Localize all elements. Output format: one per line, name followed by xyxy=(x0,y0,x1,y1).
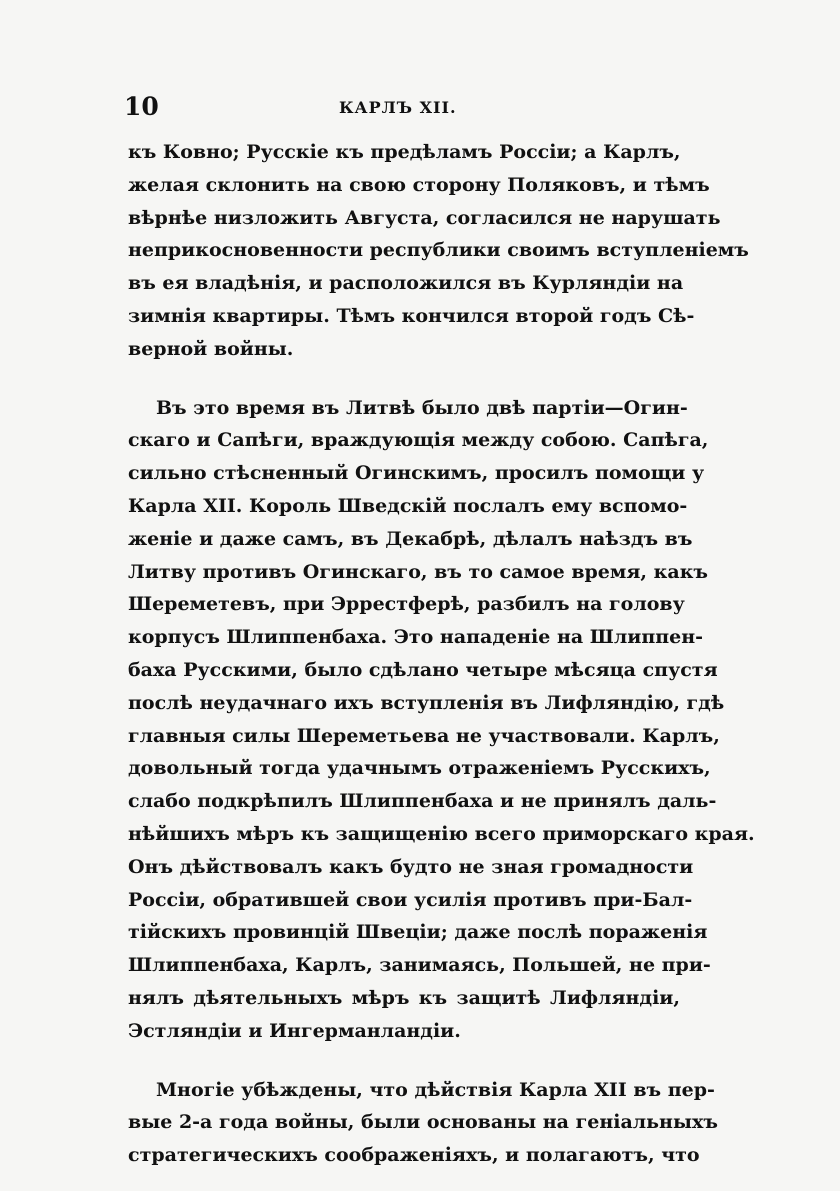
text-line: къ Ковно; Русскіе къ предѣламъ Россіи; а Карлъ, xyxy=(128,141,681,163)
text-line: Въ это время въ Литвѣ было двѣ партіи—Огин- xyxy=(156,396,688,419)
paragraph-gap xyxy=(128,366,680,392)
paragraph-gap xyxy=(128,1048,680,1074)
text-line: послѣ неудачнаго ихъ вступленія въ Лифляндію, гдѣ xyxy=(128,691,725,714)
body-text xyxy=(128,136,755,1172)
text-line: тійскихъ провинцій Швеціи; даже послѣ пораженія xyxy=(128,921,708,944)
text-line: неприкосновенности республики своимъ вступленіемъ xyxy=(128,239,749,262)
text-line: главныя силы Шереметьева не участвовали. Карлъ, xyxy=(128,724,720,747)
paragraph-2 xyxy=(128,392,755,1048)
text-line: Россіи, обратившей свои усилія противъ при-Бал- xyxy=(128,888,693,911)
text-line: Карла XII. Король Шведскій послалъ ему вспомо- xyxy=(128,494,688,517)
text-line: женіе и даже самъ, въ Декабрѣ, дѣлалъ наѣздъ въ xyxy=(128,527,693,550)
text-line: Литву противъ Огинскаго, въ то самое время, какъ xyxy=(128,560,708,583)
text-line: зимнія квартиры. Тѣмъ кончился второй годъ Сѣ- xyxy=(128,304,695,327)
text-line: вые 2-а года войны, были основаны на геніальныхъ xyxy=(128,1111,718,1134)
text-line: въ ея владѣнія, и расположился въ Курляндіи на xyxy=(128,272,684,295)
text-line: верной войны. xyxy=(128,337,294,360)
text-line: слабо подкрѣпилъ Шлиппенбаха и не принялъ даль- xyxy=(128,790,717,813)
text-line: Шереметевъ, при Эррестферѣ, разбилъ на голову xyxy=(128,593,685,616)
text-line: сильно стѣсненный Огинскимъ, просилъ помощи у xyxy=(128,462,705,485)
text-line: Онъ дѣйствовалъ какъ будто не зная громадности xyxy=(128,855,694,878)
text-line: желая склонить на свою сторону Поляковъ, и тѣмъ xyxy=(128,173,710,196)
text-line: вѣрнѣе низложить Августа, согласился не нарушать xyxy=(128,206,721,229)
page-number: 10 xyxy=(124,92,159,121)
text-line: Шлиппенбаха, Карлъ, занимаясь, Польшей, не при- xyxy=(128,954,711,977)
page-header xyxy=(124,92,684,124)
text-line: стратегическихъ соображеніяхъ, и полагаютъ, что xyxy=(128,1144,700,1167)
running-head: КАРЛЪ XII. xyxy=(339,98,457,117)
text-line: Многіе убѣждены, что дѣйствія Карла XII въ пер- xyxy=(156,1078,715,1101)
text-line: скаго и Сапѣги, враждующія между собою. Сапѣга, xyxy=(128,429,709,452)
text-line: нѣйшихъ мѣръ къ защищенію всего приморскаго края. xyxy=(128,822,755,845)
text-line: Эстляндіи и Ингерманландіи. xyxy=(128,1019,461,1042)
text-line: баха Русскими, было сдѣлано четыре мѣсяца спустя xyxy=(128,658,718,681)
paragraph-3 xyxy=(128,1074,718,1172)
paragraph-1 xyxy=(128,136,749,366)
text-line: довольный тогда удачнымъ отраженіемъ Русскихъ, xyxy=(128,757,711,780)
text-line: нялъ дѣятельныхъ мѣръ къ защитѣ Лифляндіи, xyxy=(128,986,680,1009)
text-line: корпусъ Шлиппенбаха. Это нападеніе на Шлиппен- xyxy=(128,626,704,649)
